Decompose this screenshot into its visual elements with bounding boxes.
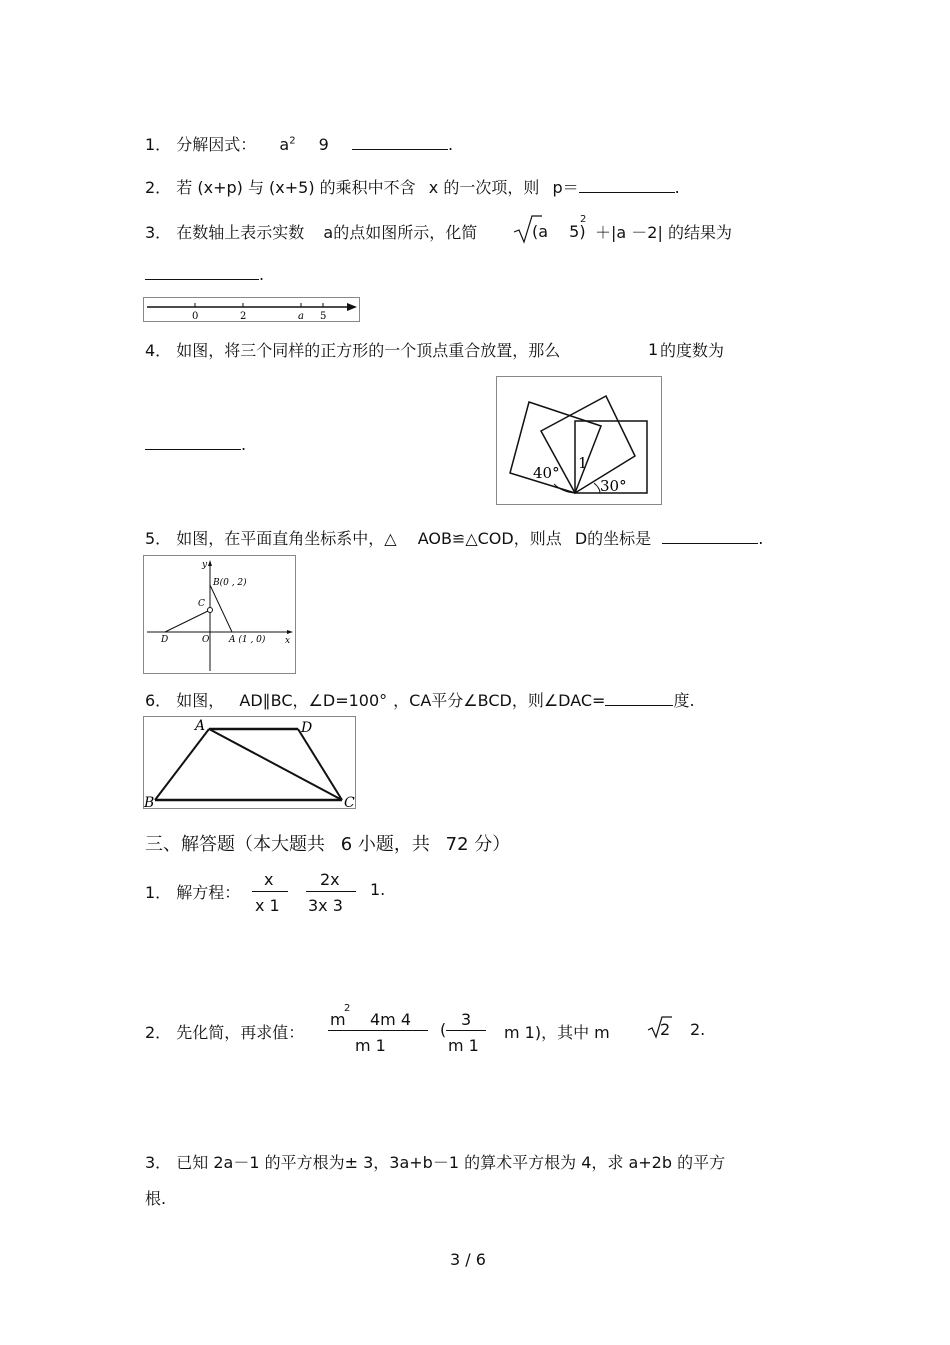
q4-answer-blank[interactable] [145, 449, 241, 450]
p1-rhs: 1. [370, 880, 386, 899]
section-count: 6 小题，共 [340, 834, 430, 855]
q1-expr-a: a [279, 135, 290, 154]
tick-5: 5 [320, 311, 327, 322]
q5-coordinate-figure [143, 555, 297, 675]
q3-text: 在数轴上表示实数 [176, 223, 305, 242]
q1-line [145, 132, 453, 155]
p2-label [145, 1020, 304, 1043]
p3-line [145, 1150, 725, 1173]
p2-frac2-den: m 1 [448, 1036, 479, 1055]
q3-rad-sup: 2 [580, 214, 587, 225]
p1-frac2-den: 3x 3 [308, 896, 343, 915]
q5-congruence: AOB≌△COD [417, 529, 514, 548]
q3-period: . [259, 265, 265, 284]
q2-number: 2． [145, 178, 172, 197]
q6-answer-blank[interactable] [605, 705, 673, 706]
q2-answer-blank[interactable] [579, 192, 675, 193]
q1-number: 1． [145, 135, 172, 154]
p1-frac1-num: x [264, 870, 274, 889]
q3-rest: ＋|a －2| 的结果为 [595, 223, 732, 242]
p2-frac2-bar [446, 1030, 486, 1031]
tick-0: 0 [192, 311, 199, 322]
q3-rad-5: 5) [569, 222, 586, 241]
q4-number: 4． [145, 341, 172, 360]
p2-frac2-num: 3 [461, 1010, 472, 1029]
p2-frac1-bar [328, 1030, 428, 1031]
q4-text: 如图，将三个同样的正方形的一个顶点重合放置，那么 [176, 341, 561, 360]
q5-d: D的坐标是 [574, 529, 652, 548]
p1-number: 1． [145, 883, 172, 902]
p2-number: 2． [145, 1023, 172, 1042]
q6-label-d: D [301, 720, 313, 736]
tick-a: a [298, 311, 304, 322]
q4-line [145, 338, 560, 361]
q1-expr-sup: 2 [289, 135, 296, 147]
p1-frac2-num: 2x [320, 870, 340, 889]
section-heading [145, 830, 510, 856]
section-title: 三、解答题（本大题共 [145, 834, 325, 855]
q6-degree: 度. [673, 691, 695, 710]
q5-number: 5． [145, 529, 172, 548]
q3-radical-content [532, 222, 586, 241]
q4-squares-figure [496, 376, 663, 506]
q2-text: 若 (x+p) 与 (x+5) 的乘积中不含 [176, 178, 416, 197]
p3-text: 已知 2a－1 的平方根为± 3，3a+b－1 的算术平方根为 4，求 a+2b 的平方 [176, 1153, 726, 1172]
p3-number: 3． [145, 1153, 172, 1172]
q6-cond-bisect: ，CA平分∠BCD [393, 691, 512, 710]
q5-line [145, 526, 763, 549]
q6-label-a: A [195, 718, 206, 734]
p1-frac1-bar [252, 891, 288, 892]
q5-label-y: y [202, 560, 208, 570]
p2-lparen: ( [440, 1020, 447, 1039]
number-line-figure [143, 297, 361, 323]
p1-frac2-bar [306, 891, 356, 892]
q5-label-b: B(0 , 2) [213, 578, 247, 588]
q4-label-30: 30° [600, 477, 627, 495]
q1-answer-blank[interactable] [352, 149, 448, 150]
q5-period: . [758, 529, 764, 548]
q3-line [145, 220, 477, 243]
q6-number: 6． [145, 691, 172, 710]
q3-answer-blank[interactable] [145, 279, 259, 280]
q2-text-x: x 的一次项，则 [428, 178, 540, 197]
q5-rest: ，则点 [513, 529, 562, 548]
q2-p: p＝ [552, 178, 579, 197]
section-score: 72 分） [445, 834, 511, 855]
q5-label-x: x [285, 636, 291, 646]
p1-text: 解方程： [176, 883, 241, 902]
q6-cond-angle: ，∠D=100° [292, 691, 388, 710]
q4-period: . [241, 435, 247, 454]
q3-answer [145, 265, 264, 284]
p2-tail: 2. [690, 1020, 706, 1039]
p1-label [145, 880, 240, 903]
q5-label-o: O [202, 635, 210, 645]
q4-rest: 的度数为 [660, 341, 725, 360]
q3-rad-a: (a [532, 222, 549, 241]
q5-label-c: C [198, 599, 205, 609]
q1-expr-9: 9 [318, 135, 329, 154]
q3-number: 3． [145, 223, 172, 242]
q6-line [145, 688, 695, 711]
p2-frac1-num-m: m [330, 1010, 346, 1029]
p2-frac1-num-rest: 4m 4 [370, 1010, 412, 1029]
tick-2: 2 [240, 311, 247, 322]
p1-frac1-den: x 1 [255, 896, 280, 915]
q6-trapezoid-figure [143, 716, 357, 810]
q1-text: 分解因式： [176, 135, 257, 154]
q5-text: 如图，在平面直角坐标系中，△ [176, 529, 397, 548]
q2-line [145, 175, 680, 198]
q6-cond-parallel: AD∥BC [239, 691, 293, 710]
p2-mid: m 1)，其中 m [504, 1023, 610, 1042]
q2-period: . [674, 178, 680, 197]
q4-angle-1: 1 [648, 340, 659, 359]
p2-sqrt-value: 2 [660, 1020, 671, 1039]
q5-label-a: A (1 , 0) [229, 635, 266, 645]
page-number: 3 / 6 [450, 1250, 486, 1269]
p2-text: 先化简，再求值： [176, 1023, 305, 1042]
q4-label-40: 40° [533, 464, 560, 482]
q5-answer-blank[interactable] [662, 543, 758, 544]
q1-period: . [447, 135, 454, 154]
q5-label-d: D [161, 635, 169, 645]
q3-text-a: a的点如图所示，化简 [323, 223, 478, 242]
p3-continuation: 根. [145, 1189, 167, 1208]
q6-label-b: B [144, 795, 155, 810]
q6-rest: ，则∠DAC= [511, 691, 606, 710]
q6-text: 如图， [176, 691, 225, 710]
q4-answer [145, 435, 246, 454]
p2-frac1-den: m 1 [355, 1036, 386, 1055]
q6-label-c: C [344, 795, 355, 810]
p2-frac1-sup: 2 [344, 1003, 351, 1014]
q4-label-1: 1 [578, 454, 588, 472]
